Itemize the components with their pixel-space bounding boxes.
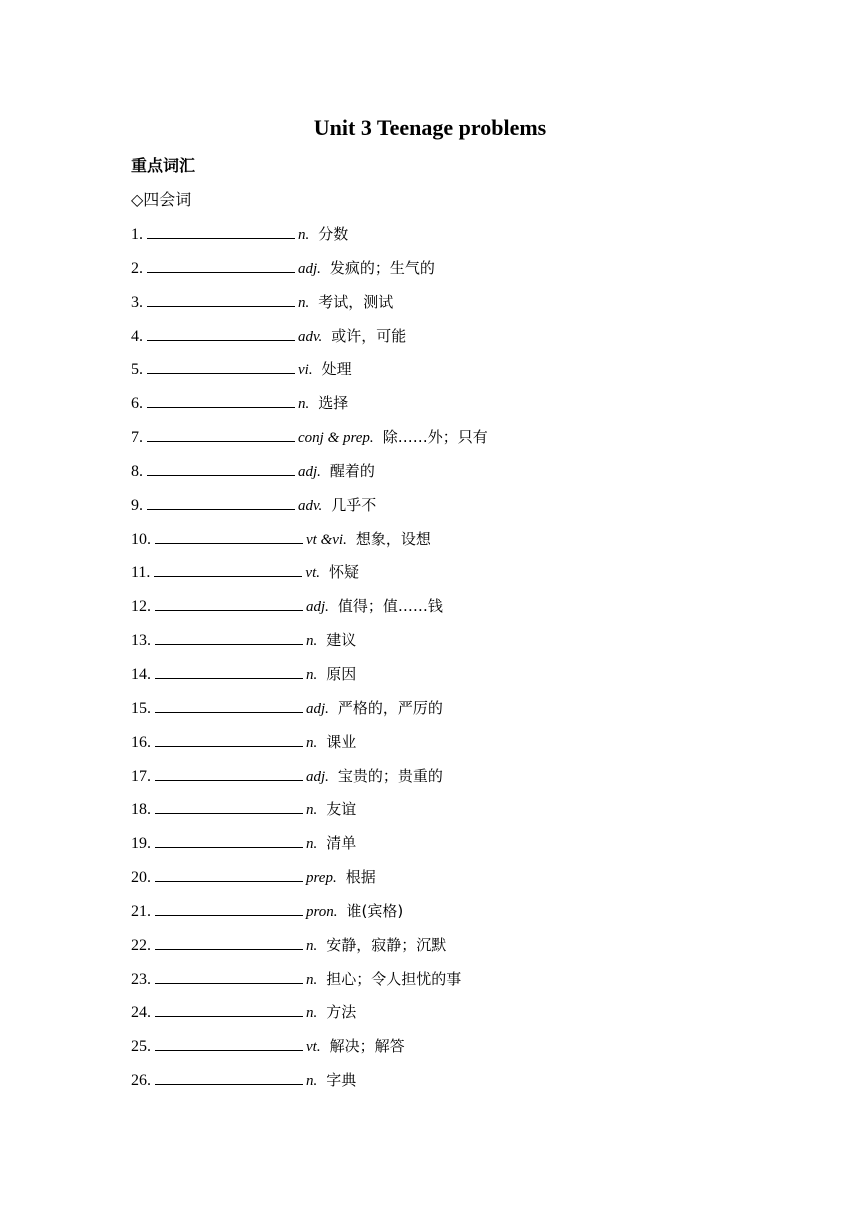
page-title: Unit 3 Teenage problems xyxy=(313,115,547,140)
meaning: 或许，可能 xyxy=(331,326,407,345)
vocab-item xyxy=(131,1069,488,1103)
part-of-speech: n. xyxy=(306,666,318,683)
part-of-speech: vt. xyxy=(306,1039,321,1056)
part-of-speech: adj. xyxy=(306,700,329,717)
item-number: 3. xyxy=(131,293,143,311)
answer-blank[interactable] xyxy=(155,833,303,848)
answer-blank[interactable] xyxy=(147,224,295,239)
answer-blank[interactable] xyxy=(155,1002,303,1017)
vocab-item xyxy=(131,934,488,968)
vocab-item xyxy=(131,528,488,562)
meaning: 友谊 xyxy=(326,800,357,819)
item-number: 16. xyxy=(131,733,151,751)
part-of-speech: n. xyxy=(306,734,318,751)
sub-heading: ◇四会词 xyxy=(131,190,192,209)
meaning: 担心；令人担忧的事 xyxy=(326,969,462,988)
part-of-speech: n. xyxy=(306,1073,318,1090)
item-number: 22. xyxy=(131,936,151,954)
answer-blank[interactable] xyxy=(155,1036,303,1051)
answer-blank[interactable] xyxy=(155,529,303,544)
item-number: 9. xyxy=(131,496,143,514)
answer-blank[interactable] xyxy=(155,596,303,611)
vocab-item xyxy=(131,866,488,900)
section-heading: 重点词汇 xyxy=(131,156,196,175)
answer-blank[interactable] xyxy=(147,326,295,341)
meaning: 想象，设想 xyxy=(355,529,431,548)
meaning: 严格的，严厉的 xyxy=(337,698,443,717)
meaning: 原因 xyxy=(326,664,357,683)
answer-blank[interactable] xyxy=(155,766,303,781)
vocab-item xyxy=(131,663,488,697)
item-number: 11. xyxy=(131,564,151,582)
part-of-speech: n. xyxy=(306,937,318,954)
item-number: 2. xyxy=(131,259,143,277)
item-number: 19. xyxy=(131,835,151,853)
part-of-speech: n. xyxy=(306,1005,318,1022)
meaning: 怀疑 xyxy=(328,563,359,582)
vocab-item xyxy=(131,426,488,460)
item-number: 21. xyxy=(131,902,151,920)
item-number: 12. xyxy=(131,598,151,616)
answer-blank[interactable] xyxy=(147,427,295,442)
meaning: 谁(宾格) xyxy=(346,901,404,920)
part-of-speech: n. xyxy=(306,971,318,988)
item-number: 18. xyxy=(131,801,151,819)
vocab-item xyxy=(131,392,488,426)
item-number: 26. xyxy=(131,1072,151,1090)
part-of-speech: n. xyxy=(306,633,318,650)
meaning: 清单 xyxy=(326,834,357,853)
vocab-item xyxy=(131,1035,488,1069)
item-number: 14. xyxy=(131,665,151,683)
answer-blank[interactable] xyxy=(155,901,303,916)
vocab-list xyxy=(131,223,488,1103)
item-number: 25. xyxy=(131,1038,151,1056)
answer-blank[interactable] xyxy=(155,630,303,645)
meaning: 醒着的 xyxy=(329,461,375,480)
answer-blank[interactable] xyxy=(155,935,303,950)
item-number: 5. xyxy=(131,361,143,379)
meaning: 方法 xyxy=(326,1003,357,1022)
vocab-item xyxy=(131,765,488,799)
vocab-item xyxy=(131,291,488,325)
part-of-speech: n. xyxy=(306,802,318,819)
vocab-item xyxy=(131,257,488,291)
part-of-speech: adj. xyxy=(298,463,321,480)
answer-blank[interactable] xyxy=(147,292,295,307)
answer-blank[interactable] xyxy=(147,258,295,273)
vocab-item xyxy=(131,731,488,765)
part-of-speech: n. xyxy=(306,836,318,853)
answer-blank[interactable] xyxy=(155,732,303,747)
part-of-speech: prep. xyxy=(306,870,337,887)
part-of-speech: adj. xyxy=(298,260,321,277)
vocab-item xyxy=(131,629,488,663)
answer-blank[interactable] xyxy=(155,867,303,882)
meaning: 根据 xyxy=(345,868,376,887)
meaning: 建议 xyxy=(326,631,357,650)
item-number: 6. xyxy=(131,395,143,413)
item-number: 20. xyxy=(131,869,151,887)
answer-blank[interactable] xyxy=(155,664,303,679)
meaning: 选择 xyxy=(318,394,349,413)
vocab-item xyxy=(131,223,488,257)
part-of-speech: vi. xyxy=(298,362,313,379)
meaning: 安静，寂静；沉默 xyxy=(326,935,447,954)
vocab-item xyxy=(131,561,488,595)
vocab-item xyxy=(131,900,488,934)
meaning: 解决；解答 xyxy=(329,1037,405,1056)
part-of-speech: n. xyxy=(298,227,310,243)
answer-blank[interactable] xyxy=(155,698,303,713)
meaning: 除……外；只有 xyxy=(382,428,488,447)
answer-blank[interactable] xyxy=(155,969,303,984)
part-of-speech: conj & prep. xyxy=(298,430,374,447)
item-number: 7. xyxy=(131,429,143,447)
answer-blank[interactable] xyxy=(154,562,302,577)
item-number: 10. xyxy=(131,530,151,548)
item-number: 23. xyxy=(131,970,151,988)
answer-blank[interactable] xyxy=(155,799,303,814)
meaning: 发疯的；生气的 xyxy=(329,258,435,277)
part-of-speech: adj. xyxy=(306,599,329,616)
answer-blank[interactable] xyxy=(147,461,295,476)
vocab-item xyxy=(131,1001,488,1035)
answer-blank[interactable] xyxy=(147,393,295,408)
part-of-speech: n. xyxy=(298,294,310,311)
vocab-item xyxy=(131,325,488,359)
meaning: 宝贵的；贵重的 xyxy=(337,766,443,785)
item-number: 4. xyxy=(131,327,143,345)
meaning: 几乎不 xyxy=(331,495,377,514)
answer-blank[interactable] xyxy=(147,495,295,510)
item-number: 24. xyxy=(131,1004,151,1022)
meaning: 分数 xyxy=(318,225,349,243)
part-of-speech: vt &vi. xyxy=(306,531,347,548)
vocab-item xyxy=(131,832,488,866)
item-number: 8. xyxy=(131,462,143,480)
answer-blank[interactable] xyxy=(155,1070,303,1085)
item-number: 1. xyxy=(131,226,143,243)
part-of-speech: n. xyxy=(298,396,310,413)
answer-blank[interactable] xyxy=(147,359,295,374)
item-number: 15. xyxy=(131,699,151,717)
part-of-speech: vt. xyxy=(305,565,320,582)
item-number: 17. xyxy=(131,767,151,785)
meaning: 考试，测试 xyxy=(318,292,394,311)
meaning: 字典 xyxy=(326,1071,357,1090)
item-number: 13. xyxy=(131,632,151,650)
vocab-item xyxy=(131,460,488,494)
vocab-item xyxy=(131,595,488,629)
vocab-item xyxy=(131,968,488,1002)
part-of-speech: adv. xyxy=(298,497,323,514)
vocab-item xyxy=(131,798,488,832)
part-of-speech: adj. xyxy=(306,768,329,785)
meaning: 处理 xyxy=(321,360,352,379)
part-of-speech: pron. xyxy=(306,903,338,920)
vocab-item xyxy=(131,494,488,528)
vocab-item xyxy=(131,358,488,392)
part-of-speech: adv. xyxy=(298,328,323,345)
vocab-item xyxy=(131,697,488,731)
meaning: 值得；值……钱 xyxy=(337,597,443,616)
meaning: 课业 xyxy=(326,732,357,751)
